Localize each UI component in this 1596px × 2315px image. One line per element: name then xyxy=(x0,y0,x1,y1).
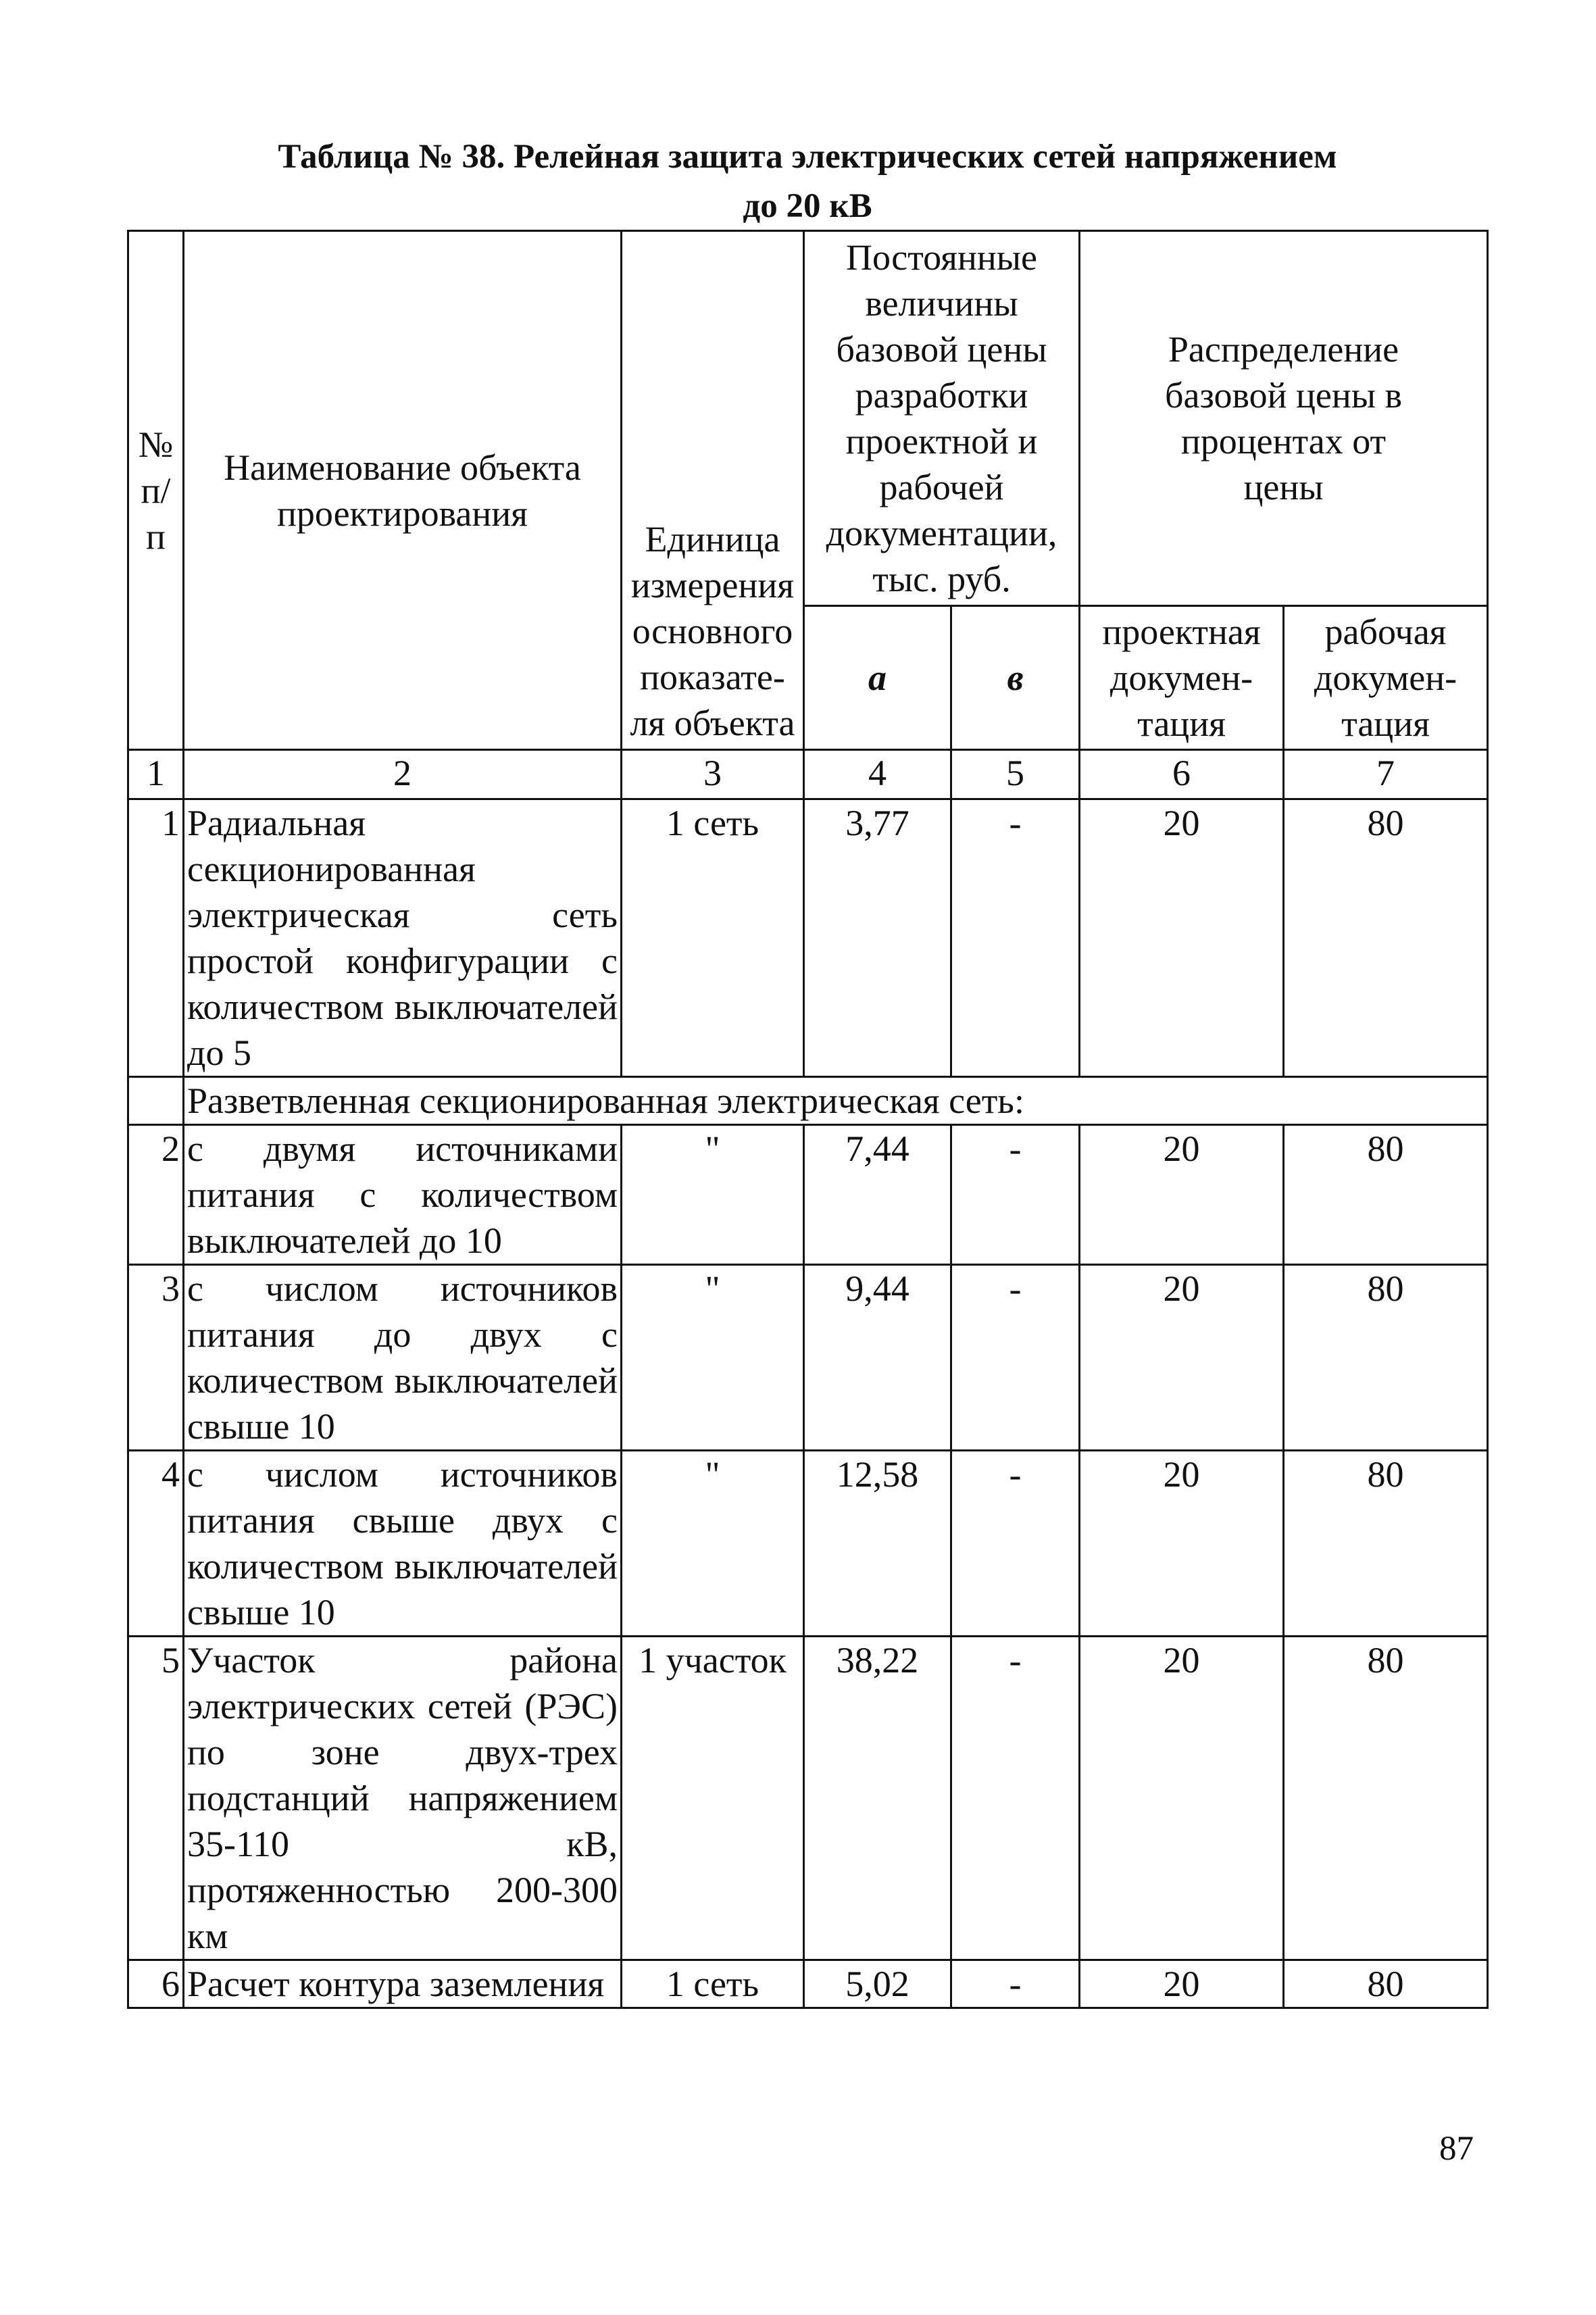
row-object-name: Радиальная секционированная электрическая сеть простой конфигурации с количеством выключателей до 5 xyxy=(184,799,622,1077)
row-number: 6 xyxy=(128,1960,184,2008)
group-heading: Разветвленная секционированная электрическая сеть: xyxy=(184,1077,1488,1125)
row-number: 2 xyxy=(128,1125,184,1265)
row-project-percent: 20 xyxy=(1080,1125,1284,1265)
row-value-v: - xyxy=(951,1960,1080,2008)
header-sub-v: в xyxy=(951,606,1080,750)
table-row xyxy=(128,1265,1488,1451)
relay-protection-table xyxy=(127,230,1489,2009)
row-number: 4 xyxy=(128,1451,184,1637)
header-number: № п/п xyxy=(128,231,184,750)
row-object-name: с двумя источниками питания с количеством выключателей до 10 xyxy=(184,1125,622,1265)
column-number: 3 xyxy=(622,750,804,799)
header-base-price: Постоянные величины базовой цены разработки проектной и рабочей документации, тыс. руб. xyxy=(804,231,1080,606)
table-row xyxy=(128,1637,1488,1960)
row-project-percent: 20 xyxy=(1080,1265,1284,1451)
row-unit: 1 участок xyxy=(622,1637,804,1960)
row-unit: 1 сеть xyxy=(622,799,804,1077)
column-number: 4 xyxy=(804,750,951,799)
row-value-v: - xyxy=(951,1125,1080,1265)
row-working-percent: 80 xyxy=(1284,1451,1488,1637)
row-value-a: 7,44 xyxy=(804,1125,951,1265)
row-value-a: 3,77 xyxy=(804,799,951,1077)
table-title xyxy=(128,132,1487,231)
row-working-percent: 80 xyxy=(1284,1960,1488,2008)
row-unit: " xyxy=(622,1451,804,1637)
row-value-v: - xyxy=(951,1451,1080,1637)
row-working-percent: 80 xyxy=(1284,1637,1488,1960)
column-number-row xyxy=(128,750,1488,799)
row-object-name: Участок района электрических сетей (РЭС) по зоне двух-трех подстанций напряжением 35-110 кВ, протяженностью 200-300 км xyxy=(184,1637,622,1960)
column-number: 7 xyxy=(1284,750,1488,799)
row-number: 3 xyxy=(128,1265,184,1451)
row-working-percent: 80 xyxy=(1284,1125,1488,1265)
row-project-percent: 20 xyxy=(1080,799,1284,1077)
table-title-line-2: до 20 кВ xyxy=(743,187,872,225)
table-row xyxy=(128,799,1488,1077)
header-project-documentation: проектная докумен- тация xyxy=(1080,606,1284,750)
row-project-percent: 20 xyxy=(1080,1451,1284,1637)
header-row-1 xyxy=(128,231,1488,606)
row-project-percent: 20 xyxy=(1080,1637,1284,1960)
row-number: 5 xyxy=(128,1637,184,1960)
group-heading-row xyxy=(128,1077,1488,1125)
column-number: 5 xyxy=(951,750,1080,799)
column-number: 2 xyxy=(184,750,622,799)
row-working-percent: 80 xyxy=(1284,799,1488,1077)
row-object-name: с числом источников питания до двух с количеством выключателей свыше 10 xyxy=(184,1265,622,1451)
table-title-line-1: Таблица № 38. Релейная защита электрических сетей напряжением xyxy=(278,138,1337,176)
row-value-a: 9,44 xyxy=(804,1265,951,1451)
row-unit: " xyxy=(622,1265,804,1451)
header-working-documentation: рабочая докумен- тация xyxy=(1284,606,1488,750)
row-value-a: 12,58 xyxy=(804,1451,951,1637)
page-number: 87 xyxy=(1439,2130,1474,2168)
header-sub-a: а xyxy=(804,606,951,750)
header-unit: Единица измерения основного показате- ля объекта xyxy=(622,231,804,750)
table-row xyxy=(128,1960,1488,2008)
header-object-name: Наименование объекта проектирования xyxy=(184,231,622,750)
row-value-v: - xyxy=(951,1265,1080,1451)
row-unit: " xyxy=(622,1125,804,1265)
row-object-name: Расчет контура заземления xyxy=(184,1960,622,2008)
row-value-v: - xyxy=(951,1637,1080,1960)
column-number: 6 xyxy=(1080,750,1284,799)
row-value-a: 5,02 xyxy=(804,1960,951,2008)
row-project-percent: 20 xyxy=(1080,1960,1284,2008)
row-number: 1 xyxy=(128,799,184,1077)
table-row xyxy=(128,1451,1488,1637)
row-unit: 1 сеть xyxy=(622,1960,804,2008)
row-object-name: с числом источников питания свыше двух с количеством выключателей свыше 10 xyxy=(184,1451,622,1637)
column-number: 1 xyxy=(128,750,184,799)
header-distribution: Распределение базовой цены в процентах от цены xyxy=(1080,231,1488,606)
row-working-percent: 80 xyxy=(1284,1265,1488,1451)
row-value-a: 38,22 xyxy=(804,1637,951,1960)
table-row xyxy=(128,1125,1488,1265)
row-value-v: - xyxy=(951,799,1080,1077)
